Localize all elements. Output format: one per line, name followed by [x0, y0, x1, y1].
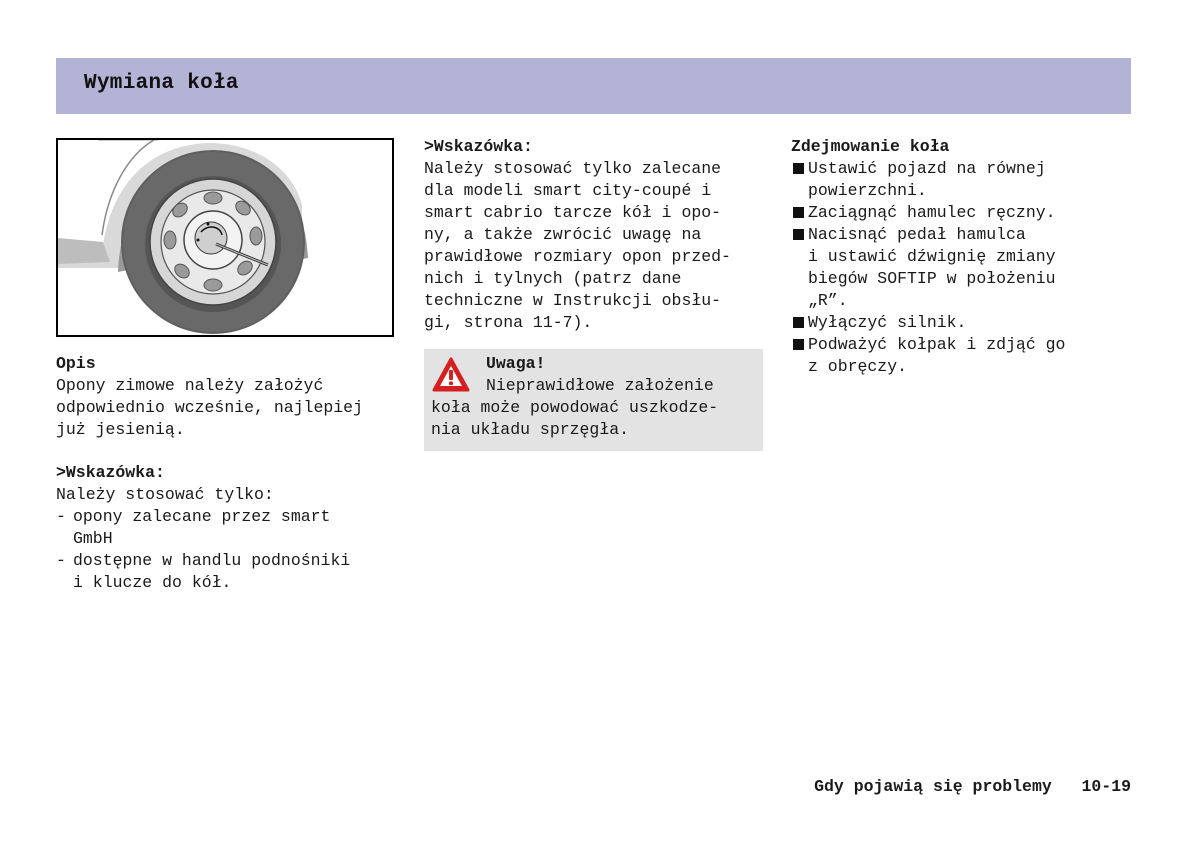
step-text: „R”.: [808, 291, 848, 310]
hint-section-middle: [424, 136, 769, 334]
description-heading: Opis: [56, 354, 96, 373]
hint-intro: Należy stosować tylko:: [56, 485, 274, 504]
step-text: Nacisnąć pedał hamulca: [808, 225, 1026, 244]
list-item: [56, 506, 401, 550]
square-bullet-icon: [791, 158, 808, 202]
warning-box: [424, 349, 763, 451]
wheel-removal-heading: Zdejmowanie koła: [791, 137, 950, 156]
page-title: Wymiana koła: [84, 72, 239, 95]
square-bullet-icon: [791, 312, 808, 334]
wheel-illustration: [56, 138, 394, 337]
list-item-text: dostępne w handlu podnośniki: [73, 551, 351, 570]
step-item: [791, 312, 1136, 334]
hint-heading: >Wskazówka:: [56, 463, 165, 482]
section-header-bar: [56, 58, 1131, 114]
hint-line: nich i tylnych (patrz dane: [424, 269, 682, 288]
step-text: biegów SOFTIP w położeniu: [808, 269, 1056, 288]
dash-marker: -: [56, 551, 66, 570]
description-line: odpowiednio wcześnie, najlepiej: [56, 398, 363, 417]
hint-line: gi, strona 11-7).: [424, 313, 593, 332]
warning-text: [431, 353, 761, 441]
step-item: [791, 202, 1136, 224]
hint-line: smart cabrio tarcze kół i opo-: [424, 203, 722, 222]
description-section: [56, 353, 401, 441]
list-item-text: opony zalecane przez smart: [73, 507, 331, 526]
page-footer: [814, 776, 1131, 798]
description-line: już jesienią.: [56, 420, 185, 439]
square-bullet-icon: [791, 334, 808, 378]
wheel-removal-section: [791, 136, 1136, 378]
warning-line: nia układu sprzęgła.: [431, 420, 630, 439]
hint-line: Należy stosować tylko zalecane: [424, 159, 722, 178]
step-text: powierzchni.: [808, 181, 927, 200]
hint-heading: >Wskazówka:: [424, 137, 533, 156]
warning-line: Nieprawidłowe założenie: [486, 376, 714, 395]
warning-line: koła może powodować uszkodze-: [431, 398, 719, 417]
step-item: [791, 334, 1136, 378]
dash-marker: -: [56, 507, 66, 526]
warning-title: Uwaga!: [486, 354, 546, 373]
square-bullet-icon: [791, 224, 808, 312]
list-item: [56, 550, 401, 594]
step-item: [791, 224, 1136, 312]
hint-line: ny, a także zwrócić uwagę na: [424, 225, 702, 244]
description-line: Opony zimowe należy założyć: [56, 376, 324, 395]
hint-line: techniczne w Instrukcji obsłu-: [424, 291, 722, 310]
step-text: Wyłączyć silnik.: [808, 313, 967, 332]
wheel-illustration-icon: [58, 140, 392, 335]
hint-line: dla modeli smart city-coupé i: [424, 181, 712, 200]
step-text: Podważyć kołpak i zdjąć go: [808, 335, 1066, 354]
list-item-text: i klucze do kół.: [73, 573, 232, 592]
step-text: Zaciągnąć hamulec ręczny.: [808, 203, 1056, 222]
square-bullet-icon: [791, 202, 808, 224]
hint-line: prawidłowe rozmiary opon przed-: [424, 247, 731, 266]
step-text: Ustawić pojazd na równej: [808, 159, 1046, 178]
step-text: z obręczy.: [808, 357, 908, 376]
list-item-text: GmbH: [73, 529, 113, 548]
step-item: [791, 158, 1136, 202]
footer-section-title: Gdy pojawią się problemy: [814, 777, 1052, 796]
page-number: 10-19: [1081, 777, 1131, 796]
hint-section-left: [56, 462, 401, 594]
step-text: i ustawić dźwignię zmiany: [808, 247, 1056, 266]
